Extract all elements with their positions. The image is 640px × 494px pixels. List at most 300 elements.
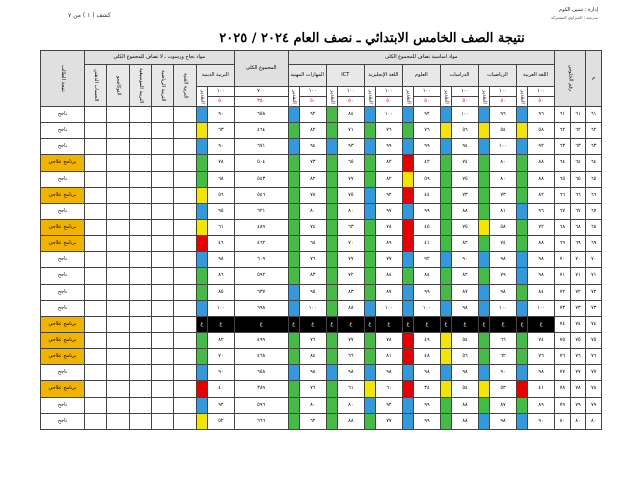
seat-cell: ٦٢ bbox=[555, 123, 571, 139]
total-max-mark: ٧٠٠ bbox=[234, 87, 288, 97]
extra-cell bbox=[84, 397, 106, 413]
table-row bbox=[41, 365, 602, 381]
grade-cell bbox=[478, 155, 489, 171]
admin-info bbox=[551, 6, 598, 22]
grade-cell bbox=[196, 155, 207, 171]
score-cell: ٧٤ bbox=[490, 236, 517, 252]
score-cell: ٩٦ bbox=[490, 107, 517, 123]
score-cell: ٧٣ bbox=[452, 187, 479, 203]
score-cell: ٩٩ bbox=[414, 203, 441, 219]
extra-cell bbox=[174, 365, 196, 381]
score-cell: ٩٤ bbox=[299, 139, 326, 155]
score-cell: ٩٩ bbox=[375, 139, 402, 155]
result-header: نتيجة الطالب bbox=[41, 51, 85, 107]
seat-cell: ٦١ bbox=[570, 107, 586, 123]
table-row bbox=[41, 332, 602, 348]
extra-cell bbox=[174, 123, 196, 139]
absent-cell: غ bbox=[490, 316, 517, 332]
score-cell: ٨٣ bbox=[337, 284, 364, 300]
extra-cell bbox=[107, 300, 129, 316]
score-cell: ٧٣ bbox=[299, 155, 326, 171]
grade-cell bbox=[288, 123, 299, 139]
extra-cell bbox=[129, 397, 151, 413]
grade-cell bbox=[364, 219, 375, 235]
table-row bbox=[41, 300, 602, 316]
seat-cell: ٨٠ bbox=[570, 413, 586, 429]
result-cell: برنامج علاجي bbox=[41, 219, 85, 235]
score-cell: ٩٩ bbox=[414, 397, 441, 413]
score-cell: ٩٦ bbox=[528, 203, 555, 219]
grade-cell bbox=[364, 300, 375, 316]
grade-cell bbox=[326, 268, 337, 284]
grade-cell bbox=[478, 123, 489, 139]
table-row bbox=[41, 284, 602, 300]
grade-cell bbox=[364, 365, 375, 381]
grade-cell bbox=[516, 139, 527, 155]
score-cell: ١٠٠ bbox=[414, 300, 441, 316]
serial-cell: ٧٥ bbox=[586, 332, 602, 348]
grade-cell bbox=[288, 187, 299, 203]
grade-cell bbox=[326, 219, 337, 235]
extra-cell bbox=[152, 236, 174, 252]
score-cell: ٧٦ bbox=[414, 123, 441, 139]
score-cell: ٧٧ bbox=[337, 171, 364, 187]
extra-cell bbox=[84, 381, 106, 397]
extra-cell bbox=[84, 107, 106, 123]
extra-cell bbox=[152, 349, 174, 365]
serial-cell: ٧٤ bbox=[586, 316, 602, 332]
total-cell: ٥٩٦ bbox=[234, 397, 288, 413]
grade-cell bbox=[440, 332, 451, 348]
grade-cell bbox=[440, 203, 451, 219]
seat-cell: ٦٥ bbox=[570, 171, 586, 187]
grade-cell bbox=[516, 268, 527, 284]
subject-header: العلوم bbox=[402, 65, 440, 87]
extra-cell bbox=[152, 332, 174, 348]
grade-cell bbox=[440, 219, 451, 235]
extra-subject-header: التربية الدينية bbox=[196, 65, 234, 87]
grade-cell bbox=[326, 187, 337, 203]
grade-cell bbox=[196, 332, 207, 348]
score-cell: ٨١ bbox=[375, 349, 402, 365]
total-cell: ٦٠٩ bbox=[234, 252, 288, 268]
grade-cell bbox=[516, 155, 527, 171]
page-title: نتيجة الصف الخامس الابتدائي ـ نصف العام ٢٠٢٤ / ٢٠٢٥ bbox=[219, 31, 525, 46]
grade-cell bbox=[196, 397, 207, 413]
grade-cell bbox=[288, 252, 299, 268]
serial-cell: ٦٦ bbox=[586, 187, 602, 203]
grade-cell bbox=[402, 300, 413, 316]
max-mark: ١٠٠ bbox=[337, 87, 364, 97]
grade-cell bbox=[478, 187, 489, 203]
extra-cell bbox=[174, 332, 196, 348]
serial-cell: ٧٩ bbox=[586, 397, 602, 413]
extra-cell bbox=[84, 139, 106, 155]
extra-cell bbox=[152, 123, 174, 139]
grade-cell bbox=[516, 349, 527, 365]
extra-cell bbox=[174, 268, 196, 284]
extra-cell bbox=[129, 171, 151, 187]
extra-cell bbox=[107, 203, 129, 219]
grade-cell bbox=[402, 381, 413, 397]
score-cell: ٧٥ bbox=[337, 187, 364, 203]
administration-label: إدارة : شبين الكوم bbox=[559, 7, 598, 13]
table-row bbox=[41, 107, 602, 123]
total-cell: ٦٧١ bbox=[234, 139, 288, 155]
absent-cell: غ bbox=[337, 316, 364, 332]
score-cell: ٨٠ bbox=[299, 397, 326, 413]
max-mark: ١٠٠ bbox=[414, 87, 441, 97]
school-label: مدرسة : الجيزاوي المشتركة bbox=[550, 15, 598, 20]
table-row bbox=[41, 203, 602, 219]
result-cell: ناجح bbox=[41, 252, 85, 268]
score-cell: ١٠٠ bbox=[375, 300, 402, 316]
score-cell: ٥٤ bbox=[452, 332, 479, 348]
grade-cell bbox=[402, 332, 413, 348]
result-cell: ناجح bbox=[41, 284, 85, 300]
score-cell: ٨٤ bbox=[337, 107, 364, 123]
total-cell: ٤٩٩ bbox=[234, 332, 288, 348]
absent-cell: غ bbox=[478, 316, 489, 332]
grade-cell bbox=[440, 155, 451, 171]
grade-cell bbox=[478, 365, 489, 381]
score-cell: ٧٨ bbox=[375, 219, 402, 235]
total-cell: ٤٦٨ bbox=[234, 349, 288, 365]
grade-cell bbox=[196, 413, 207, 429]
score-cell: ٤١ bbox=[414, 236, 441, 252]
score-cell: ٩٠ bbox=[490, 365, 517, 381]
score-cell: ٩٧ bbox=[375, 203, 402, 219]
grade-cell bbox=[402, 268, 413, 284]
score-cell: ٩٠ bbox=[207, 139, 234, 155]
score-cell: ٤٦ bbox=[207, 236, 234, 252]
extra-cell bbox=[129, 365, 151, 381]
grade-cell bbox=[516, 365, 527, 381]
extra-cell bbox=[174, 171, 196, 187]
extra-cell bbox=[152, 107, 174, 123]
score-cell: ٨٠ bbox=[490, 155, 517, 171]
grade-cell bbox=[440, 413, 451, 429]
grade-cell bbox=[478, 268, 489, 284]
extra-cell bbox=[107, 316, 129, 332]
extra-cell bbox=[129, 381, 151, 397]
extra-cell bbox=[107, 397, 129, 413]
extra-cell bbox=[152, 139, 174, 155]
extra-subjects-header: مواد نجاح ورسوب ـ لا تضاف للمجموع الكلي bbox=[84, 51, 234, 65]
score-cell: ٨٢ bbox=[207, 332, 234, 348]
extra-cell bbox=[174, 155, 196, 171]
score-cell: ٦٢ bbox=[299, 413, 326, 429]
table-row bbox=[41, 123, 602, 139]
score-cell: ٩٢ bbox=[375, 397, 402, 413]
table-row bbox=[41, 316, 602, 332]
absent-cell: غ bbox=[516, 316, 527, 332]
absent-cell: غ bbox=[326, 316, 337, 332]
extra-cell bbox=[152, 397, 174, 413]
extra-cell bbox=[107, 349, 129, 365]
seat-cell: ٦٦ bbox=[570, 187, 586, 203]
page-counter: كشف ( ١ ) من ٧ bbox=[68, 12, 111, 19]
extra-cell bbox=[129, 123, 151, 139]
serial-header: م bbox=[586, 51, 602, 107]
grade-cell bbox=[364, 155, 375, 171]
serial-cell: ٦٤ bbox=[586, 155, 602, 171]
extra-cell bbox=[174, 219, 196, 235]
score-cell: ٩٦ bbox=[528, 107, 555, 123]
extra-cell bbox=[129, 203, 151, 219]
grade-cell bbox=[402, 107, 413, 123]
serial-cell: ٨٠ bbox=[586, 413, 602, 429]
grade-cell bbox=[516, 252, 527, 268]
score-cell: ٤٥ bbox=[414, 219, 441, 235]
score-cell: ٧٤ bbox=[452, 155, 479, 171]
extra-cell bbox=[107, 268, 129, 284]
score-cell: ٨٨ bbox=[452, 397, 479, 413]
grade-cell bbox=[402, 284, 413, 300]
grade-cell bbox=[516, 397, 527, 413]
core-subjects-header: مواد اساسية تضاف للمجموع الكلى bbox=[288, 51, 554, 65]
seat-cell: ٧٧ bbox=[555, 365, 571, 381]
grade-cell bbox=[478, 107, 489, 123]
grade-cell bbox=[196, 219, 207, 235]
extra-cell bbox=[174, 252, 196, 268]
seat-cell: ٦٨ bbox=[570, 219, 586, 235]
absent-cell: غ bbox=[528, 316, 555, 332]
score-cell: ٧٨ bbox=[375, 332, 402, 348]
score-cell: ١٠٠ bbox=[207, 300, 234, 316]
grade-cell bbox=[402, 365, 413, 381]
score-cell: ٨٠ bbox=[337, 397, 364, 413]
total-min-mark: ٣٥٠ bbox=[234, 97, 288, 107]
score-cell: ٥٨ bbox=[490, 219, 517, 235]
seat-header: رقم الجلوس bbox=[555, 51, 586, 107]
score-cell: ٩٨ bbox=[207, 252, 234, 268]
max-mark: ١٠٠ bbox=[207, 87, 234, 97]
extra-cell bbox=[107, 219, 129, 235]
seat-cell: ٦٩ bbox=[555, 236, 571, 252]
grade-cell bbox=[364, 284, 375, 300]
grade-cell bbox=[440, 139, 451, 155]
extra-cell bbox=[84, 203, 106, 219]
grade-cell bbox=[364, 413, 375, 429]
grade-cell bbox=[440, 365, 451, 381]
grade-cell bbox=[326, 300, 337, 316]
table-row bbox=[41, 349, 602, 365]
score-cell: ٩٥ bbox=[207, 203, 234, 219]
serial-cell: ٧٣ bbox=[586, 300, 602, 316]
grade-cell bbox=[364, 139, 375, 155]
estimate-label: التقدير bbox=[478, 87, 489, 107]
grade-cell bbox=[402, 123, 413, 139]
total-cell: ٦٩٨ bbox=[234, 300, 288, 316]
score-cell: ٨٨ bbox=[337, 300, 364, 316]
grade-cell bbox=[364, 203, 375, 219]
table-row bbox=[41, 381, 602, 397]
score-cell: ٨٢ bbox=[375, 155, 402, 171]
score-cell: ٦١ bbox=[337, 381, 364, 397]
score-cell: ٦٨ bbox=[299, 236, 326, 252]
result-cell: ناجح bbox=[41, 268, 85, 284]
grade-cell bbox=[364, 187, 375, 203]
score-cell: ٨٠ bbox=[299, 203, 326, 219]
score-cell: ٤٢ bbox=[414, 155, 441, 171]
grade-cell bbox=[364, 236, 375, 252]
absent-cell: غ bbox=[440, 316, 451, 332]
grade-cell bbox=[478, 252, 489, 268]
score-cell: ٦٣ bbox=[207, 123, 234, 139]
grade-cell bbox=[440, 187, 451, 203]
subject-header: الدراسات bbox=[440, 65, 478, 87]
total-cell: ٦٦٦ bbox=[234, 413, 288, 429]
score-cell: ٥٦ bbox=[452, 123, 479, 139]
table-row bbox=[41, 155, 602, 171]
extra-cell bbox=[152, 365, 174, 381]
grade-cell bbox=[326, 284, 337, 300]
seat-cell: ٧٠ bbox=[570, 252, 586, 268]
score-cell: ٧٤ bbox=[528, 332, 555, 348]
grade-cell bbox=[402, 397, 413, 413]
grade-cell bbox=[196, 203, 207, 219]
min-mark: ٥٠ bbox=[414, 97, 441, 107]
extra-subject-header: التربية الموسيقية bbox=[129, 65, 151, 107]
extra-cell bbox=[107, 381, 129, 397]
score-cell: ٧٦ bbox=[299, 381, 326, 397]
extra-cell bbox=[174, 381, 196, 397]
extra-cell bbox=[84, 236, 106, 252]
grade-cell bbox=[516, 187, 527, 203]
score-cell: ٥٦ bbox=[207, 187, 234, 203]
score-cell: ٨١ bbox=[490, 203, 517, 219]
table-row bbox=[41, 187, 602, 203]
extra-cell bbox=[107, 365, 129, 381]
score-cell: ١٠٠ bbox=[299, 300, 326, 316]
score-cell: ٧٥ bbox=[452, 219, 479, 235]
extra-cell bbox=[129, 268, 151, 284]
score-cell: ١٠٠ bbox=[528, 300, 555, 316]
score-cell: ٩٥ bbox=[299, 284, 326, 300]
grade-cell bbox=[288, 203, 299, 219]
score-cell: ٧٢ bbox=[528, 219, 555, 235]
score-cell: ٤١ bbox=[528, 381, 555, 397]
grade-cell bbox=[516, 236, 527, 252]
score-cell: ٩٩ bbox=[414, 413, 441, 429]
grade-cell bbox=[326, 332, 337, 348]
score-cell: ٥٨ bbox=[528, 123, 555, 139]
serial-cell: ٧٠ bbox=[586, 252, 602, 268]
seat-cell: ٧٩ bbox=[570, 397, 586, 413]
extra-cell bbox=[129, 139, 151, 155]
grade-cell bbox=[288, 300, 299, 316]
grade-cell bbox=[516, 171, 527, 187]
extra-cell bbox=[152, 316, 174, 332]
table-row bbox=[41, 171, 602, 187]
absent-cell: غ bbox=[196, 316, 207, 332]
score-cell: ٥٤ bbox=[490, 123, 517, 139]
subject-header: المهارات المهنية bbox=[288, 65, 326, 87]
min-mark: ٥٠ bbox=[452, 97, 479, 107]
seat-cell: ٧٣ bbox=[555, 300, 571, 316]
score-cell: ٩٠ bbox=[207, 365, 234, 381]
extra-cell bbox=[152, 155, 174, 171]
extra-subject-header: التوكاتسو bbox=[107, 65, 129, 107]
seat-cell: ٦٧ bbox=[555, 203, 571, 219]
estimate-label: التقدير bbox=[516, 87, 527, 107]
grade-cell bbox=[402, 171, 413, 187]
extra-cell bbox=[152, 219, 174, 235]
seat-cell: ٦٢ bbox=[570, 123, 586, 139]
seat-cell: ٧٨ bbox=[570, 381, 586, 397]
score-cell: ٦٨ bbox=[207, 171, 234, 187]
score-cell: ٩٣ bbox=[337, 139, 364, 155]
score-cell: ٨٩ bbox=[528, 397, 555, 413]
extra-cell bbox=[107, 139, 129, 155]
seat-cell: ٧٠ bbox=[555, 252, 571, 268]
score-cell: ٧٧ bbox=[375, 413, 402, 429]
seat-cell: ٧٦ bbox=[555, 349, 571, 365]
extra-cell bbox=[107, 332, 129, 348]
extra-cell bbox=[129, 300, 151, 316]
grade-cell bbox=[364, 107, 375, 123]
extra-cell bbox=[174, 187, 196, 203]
total-header: المجموع الكلى bbox=[234, 51, 288, 87]
extra-cell bbox=[84, 365, 106, 381]
extra-cell bbox=[129, 413, 151, 429]
grade-cell bbox=[478, 300, 489, 316]
grade-cell bbox=[364, 252, 375, 268]
score-cell: ٥٣ bbox=[490, 381, 517, 397]
score-cell: ٨٢ bbox=[452, 236, 479, 252]
absent-cell: غ bbox=[375, 316, 402, 332]
grade-cell bbox=[516, 219, 527, 235]
result-cell: ناجح bbox=[41, 171, 85, 187]
score-cell: ٩٨ bbox=[452, 300, 479, 316]
extra-cell bbox=[107, 187, 129, 203]
max-mark: ١٠٠ bbox=[490, 87, 517, 97]
min-mark: ٥٠ bbox=[337, 97, 364, 107]
result-cell: برنامج علاجي bbox=[41, 316, 85, 332]
grade-cell bbox=[402, 252, 413, 268]
seat-cell: ٦٧ bbox=[570, 203, 586, 219]
score-cell: ٩٨ bbox=[528, 252, 555, 268]
grade-cell bbox=[478, 349, 489, 365]
grade-cell bbox=[440, 381, 451, 397]
grade-cell bbox=[440, 397, 451, 413]
result-cell: برنامج علاجي bbox=[41, 332, 85, 348]
score-cell: ٩٨ bbox=[337, 365, 364, 381]
score-cell: ٦٦ bbox=[337, 349, 364, 365]
extra-cell bbox=[107, 413, 129, 429]
estimate-label: التقدير bbox=[196, 87, 207, 107]
grade-cell bbox=[196, 236, 207, 252]
extra-cell bbox=[152, 171, 174, 187]
total-cell: ٤٦٢ bbox=[234, 236, 288, 252]
extra-cell bbox=[84, 300, 106, 316]
score-cell: ٨٢ bbox=[299, 123, 326, 139]
table-row bbox=[41, 397, 602, 413]
seat-cell: ٦٨ bbox=[555, 219, 571, 235]
serial-cell: ٦١ bbox=[586, 107, 602, 123]
extra-cell bbox=[152, 381, 174, 397]
score-cell: ٨٨ bbox=[528, 155, 555, 171]
score-cell: ٦١ bbox=[207, 219, 234, 235]
absent-cell: غ bbox=[299, 316, 326, 332]
score-cell: ١٠٠ bbox=[490, 139, 517, 155]
total-cell: ٦٥٨ bbox=[234, 365, 288, 381]
score-cell: ٤٤ bbox=[414, 187, 441, 203]
result-cell: برنامج علاجي bbox=[41, 155, 85, 171]
extra-cell bbox=[84, 155, 106, 171]
total-cell: ٥٤٦ bbox=[234, 187, 288, 203]
